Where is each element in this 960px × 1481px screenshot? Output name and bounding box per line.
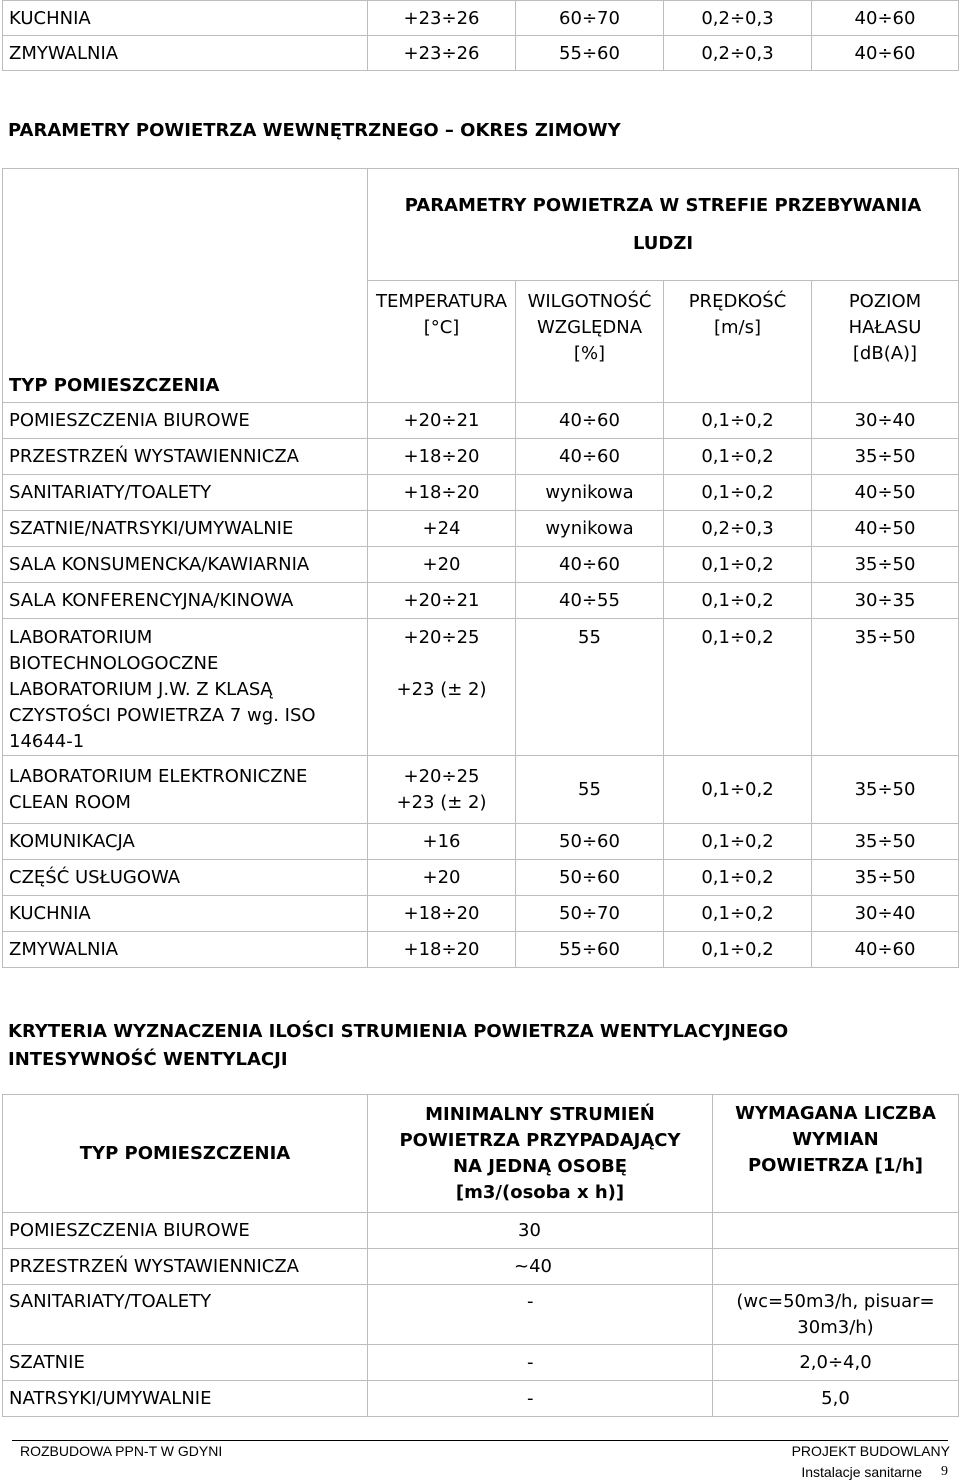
min-flow-cell: - (368, 1345, 713, 1381)
humidity-cell: 55÷60 (516, 932, 664, 968)
table-header-row (3, 1095, 959, 1213)
room-line: 14644-1 (9, 731, 85, 752)
header-line: HAŁASU (848, 317, 922, 338)
speed-cell: 0,1÷0,2 (664, 475, 812, 511)
header-line: NA JEDNĄ OSOBĘ (452, 1155, 628, 1177)
humidity-cell: 40÷60 (516, 403, 664, 439)
min-flow-cell: - (368, 1381, 713, 1417)
winter-section-title: PARAMETRY POWIETRZA WEWNĘTRZNEGO – OKRES ZIMOWY (8, 120, 621, 141)
noise-cell: 40÷50 (812, 475, 959, 511)
table-row (3, 1213, 959, 1249)
humidity-cell: 55 (516, 756, 664, 824)
header-line: [m3/(osoba x h)] (455, 1181, 625, 1203)
temp-cell: +20 (368, 860, 516, 896)
temp-cell: +23÷26 (368, 1, 516, 36)
winter-rows-a (3, 403, 959, 619)
exch-line: (wc=50m3/h, pisuar= (736, 1291, 935, 1312)
table-header-row (3, 169, 959, 281)
speed-cell: 0,1÷0,2 (664, 824, 812, 860)
speed-cell: 0,1÷0,2 (664, 439, 812, 475)
speed-cell: 0,1÷0,2 (664, 547, 812, 583)
air-exchange-cell (713, 1249, 959, 1285)
table-row (3, 896, 959, 932)
room-type-header: TYP POMIESZCZENIA (3, 169, 368, 403)
page-footer (0, 1430, 960, 1481)
room-line: LABORATORIUM ELEKTRONICZNE (9, 765, 308, 787)
air-exchange-cell: 2,0÷4,0 (713, 1345, 959, 1381)
humidity-cell: 50÷60 (516, 824, 664, 860)
footer-section: Instalacje sanitarne (801, 1464, 922, 1480)
min-flow-cell: - (368, 1285, 713, 1345)
speed-cell: 0,2÷0,3 (664, 36, 812, 71)
temp-cell: +20 (368, 547, 516, 583)
room-cell: POMIESZCZENIA BIUROWE (3, 403, 368, 439)
header-line: POWIETRZA [1/h] (747, 1155, 924, 1176)
temp-cell: +18÷20 (368, 439, 516, 475)
room-type-header: TYP POMIESZCZENIA (3, 1095, 368, 1213)
table-row-lab-bio (3, 619, 959, 756)
humidity-cell: wynikowa (516, 475, 664, 511)
speed-cell: 0,1÷0,2 (664, 896, 812, 932)
air-exchange-cell: 5,0 (713, 1381, 959, 1417)
room-cell: POMIESZCZENIA BIUROWE (3, 1213, 368, 1249)
table-row (3, 511, 959, 547)
table-row (3, 1381, 959, 1417)
temp-cell: +18÷20 (368, 896, 516, 932)
air-exchange-cell (713, 1213, 959, 1249)
humidity-cell: 55 (516, 619, 664, 756)
header-line: WYMAGANA LICZBA (735, 1103, 936, 1124)
temp-line: +20÷25 (403, 765, 480, 787)
header-line: POZIOM (848, 291, 922, 312)
title-line: INTESYWNOŚĆ WENTYLACJI (8, 1049, 288, 1070)
table-row (3, 403, 959, 439)
title-line: KRYTERIA WYZNACZENIA ILOŚCI STRUMIENIA POWIETRZA WENTYLACYJNEGO (8, 1021, 789, 1042)
humidity-cell: 60÷70 (516, 1, 664, 36)
noise-cell: 40÷60 (812, 1, 959, 36)
header-line: WZGLĘDNA (536, 317, 643, 338)
humidity-cell: 40÷55 (516, 583, 664, 619)
noise-header (812, 281, 959, 403)
speed-cell: 0,1÷0,2 (664, 583, 812, 619)
noise-cell: 30÷40 (812, 403, 959, 439)
noise-cell: 35÷50 (812, 619, 959, 756)
temp-cell: +24 (368, 511, 516, 547)
header-line: POWIETRZA PRZYPADAJĄCY (399, 1129, 681, 1151)
group-header-line: PARAMETRY POWIETRZA W STREFIE PRZEBYWANIA (404, 194, 922, 216)
footer-project-name: ROZBUDOWA PPN-T W GDYNI (20, 1443, 223, 1459)
table-row (3, 1249, 959, 1285)
room-cell: SALA KONFERENCYJNA/KINOWA (3, 583, 368, 619)
noise-cell: 35÷50 (812, 860, 959, 896)
room-line: BIOTECHNOLOGOCZNE (9, 653, 219, 674)
room-cell (3, 756, 368, 824)
table-row (3, 547, 959, 583)
humidity-cell: 40÷60 (516, 547, 664, 583)
temp-cell: +20÷21 (368, 403, 516, 439)
table-row (3, 932, 959, 968)
table-row (3, 1285, 959, 1345)
room-cell: ZMYWALNIA (3, 36, 368, 71)
temp-line: +23 (± 2) (396, 679, 487, 700)
ventilation-table (2, 1094, 959, 1417)
room-cell: ZMYWALNIA (3, 932, 368, 968)
speed-cell: 0,1÷0,2 (664, 619, 812, 756)
winter-params-table (2, 168, 959, 968)
room-cell: PRZESTRZEŃ WYSTAWIENNICZA (3, 439, 368, 475)
temp-line: +20÷25 (403, 627, 480, 648)
speed-cell: 0,2÷0,3 (664, 511, 812, 547)
air-exchange-header (713, 1095, 959, 1213)
room-cell: KUCHNIA (3, 1, 368, 36)
noise-cell: 40÷60 (812, 932, 959, 968)
temp-cell: +16 (368, 824, 516, 860)
noise-cell: 40÷50 (812, 511, 959, 547)
room-cell: PRZESTRZEŃ WYSTAWIENNICZA (3, 1249, 368, 1285)
ventilation-section-title (8, 1018, 788, 1074)
page-number: 9 (941, 1464, 948, 1479)
air-exchange-cell (713, 1285, 959, 1345)
humidity-cell: 40÷60 (516, 439, 664, 475)
table-row (3, 860, 959, 896)
room-cell: SANITARIATY/TOALETY (3, 1285, 368, 1345)
room-cell: KUCHNIA (3, 896, 368, 932)
header-line: TEMPERATURA (375, 291, 508, 312)
room-cell: SALA KONSUMENCKA/KAWIARNIA (3, 547, 368, 583)
header-line: [dB(A)] (852, 343, 918, 364)
room-cell (3, 619, 368, 756)
noise-cell: 30÷40 (812, 896, 959, 932)
noise-cell: 40÷60 (812, 36, 959, 71)
humidity-cell: 50÷70 (516, 896, 664, 932)
speed-cell: 0,2÷0,3 (664, 1, 812, 36)
temp-cell: +20÷21 (368, 583, 516, 619)
speed-header (664, 281, 812, 403)
header-line: [°C] (423, 317, 460, 338)
temp-cell: +18÷20 (368, 932, 516, 968)
winter-rows-b (3, 824, 959, 968)
temp-cell (368, 619, 516, 756)
header-line: MINIMALNY STRUMIEŃ (425, 1103, 655, 1125)
header-line: WYMIAN (792, 1129, 879, 1150)
noise-cell: 30÷35 (812, 583, 959, 619)
group-header (368, 169, 959, 281)
room-line: CZYSTOŚCI POWIETRZA 7 wg. ISO (9, 705, 316, 726)
header-line: [m/s] (713, 317, 762, 338)
noise-cell: 35÷50 (812, 756, 959, 824)
humidity-cell: 55÷60 (516, 36, 664, 71)
table-row (3, 583, 959, 619)
speed-cell: 0,1÷0,2 (664, 932, 812, 968)
noise-cell: 35÷50 (812, 824, 959, 860)
humidity-header (516, 281, 664, 403)
header-line: WILGOTNOŚĆ (527, 291, 652, 312)
footer-document-type: PROJEKT BUDOWLANY (791, 1443, 950, 1459)
noise-cell: 35÷50 (812, 547, 959, 583)
table-row (3, 1, 959, 36)
table-row-lab-elec (3, 756, 959, 824)
speed-cell: 0,1÷0,2 (664, 860, 812, 896)
min-flow-cell: ~40 (368, 1249, 713, 1285)
group-header-line: LUDZI (632, 232, 694, 254)
noise-cell: 35÷50 (812, 439, 959, 475)
temp-line: +23 (± 2) (396, 791, 487, 813)
temp-cell (368, 756, 516, 824)
room-cell: SZATNIE/NATRSYKI/UMYWALNIE (3, 511, 368, 547)
temp-cell: +23÷26 (368, 36, 516, 71)
room-cell: CZĘŚĆ USŁUGOWA (3, 860, 368, 896)
room-cell: NATRSYKI/UMYWALNIE (3, 1381, 368, 1417)
min-flow-cell: 30 (368, 1213, 713, 1249)
footer-divider (12, 1440, 948, 1441)
table-row (3, 1345, 959, 1381)
table-row (3, 36, 959, 71)
min-flow-header (368, 1095, 713, 1213)
room-line: CLEAN ROOM (9, 791, 131, 813)
exch-line: 30m3/h) (797, 1317, 874, 1338)
speed-cell: 0,1÷0,2 (664, 403, 812, 439)
table-row (3, 824, 959, 860)
summer-params-table-tail (2, 0, 959, 71)
header-line: PRĘDKOŚĆ (688, 291, 787, 312)
table-row (3, 439, 959, 475)
room-cell: SANITARIATY/TOALETY (3, 475, 368, 511)
humidity-cell: wynikowa (516, 511, 664, 547)
room-line: LABORATORIUM (9, 627, 153, 648)
room-cell: SZATNIE (3, 1345, 368, 1381)
temp-cell: +18÷20 (368, 475, 516, 511)
humidity-cell: 50÷60 (516, 860, 664, 896)
speed-cell: 0,1÷0,2 (664, 756, 812, 824)
temp-header (368, 281, 516, 403)
room-cell: KOMUNIKACJA (3, 824, 368, 860)
room-line: LABORATORIUM J.W. Z KLASĄ (9, 679, 273, 700)
table-row (3, 475, 959, 511)
header-line: [%] (573, 343, 606, 364)
